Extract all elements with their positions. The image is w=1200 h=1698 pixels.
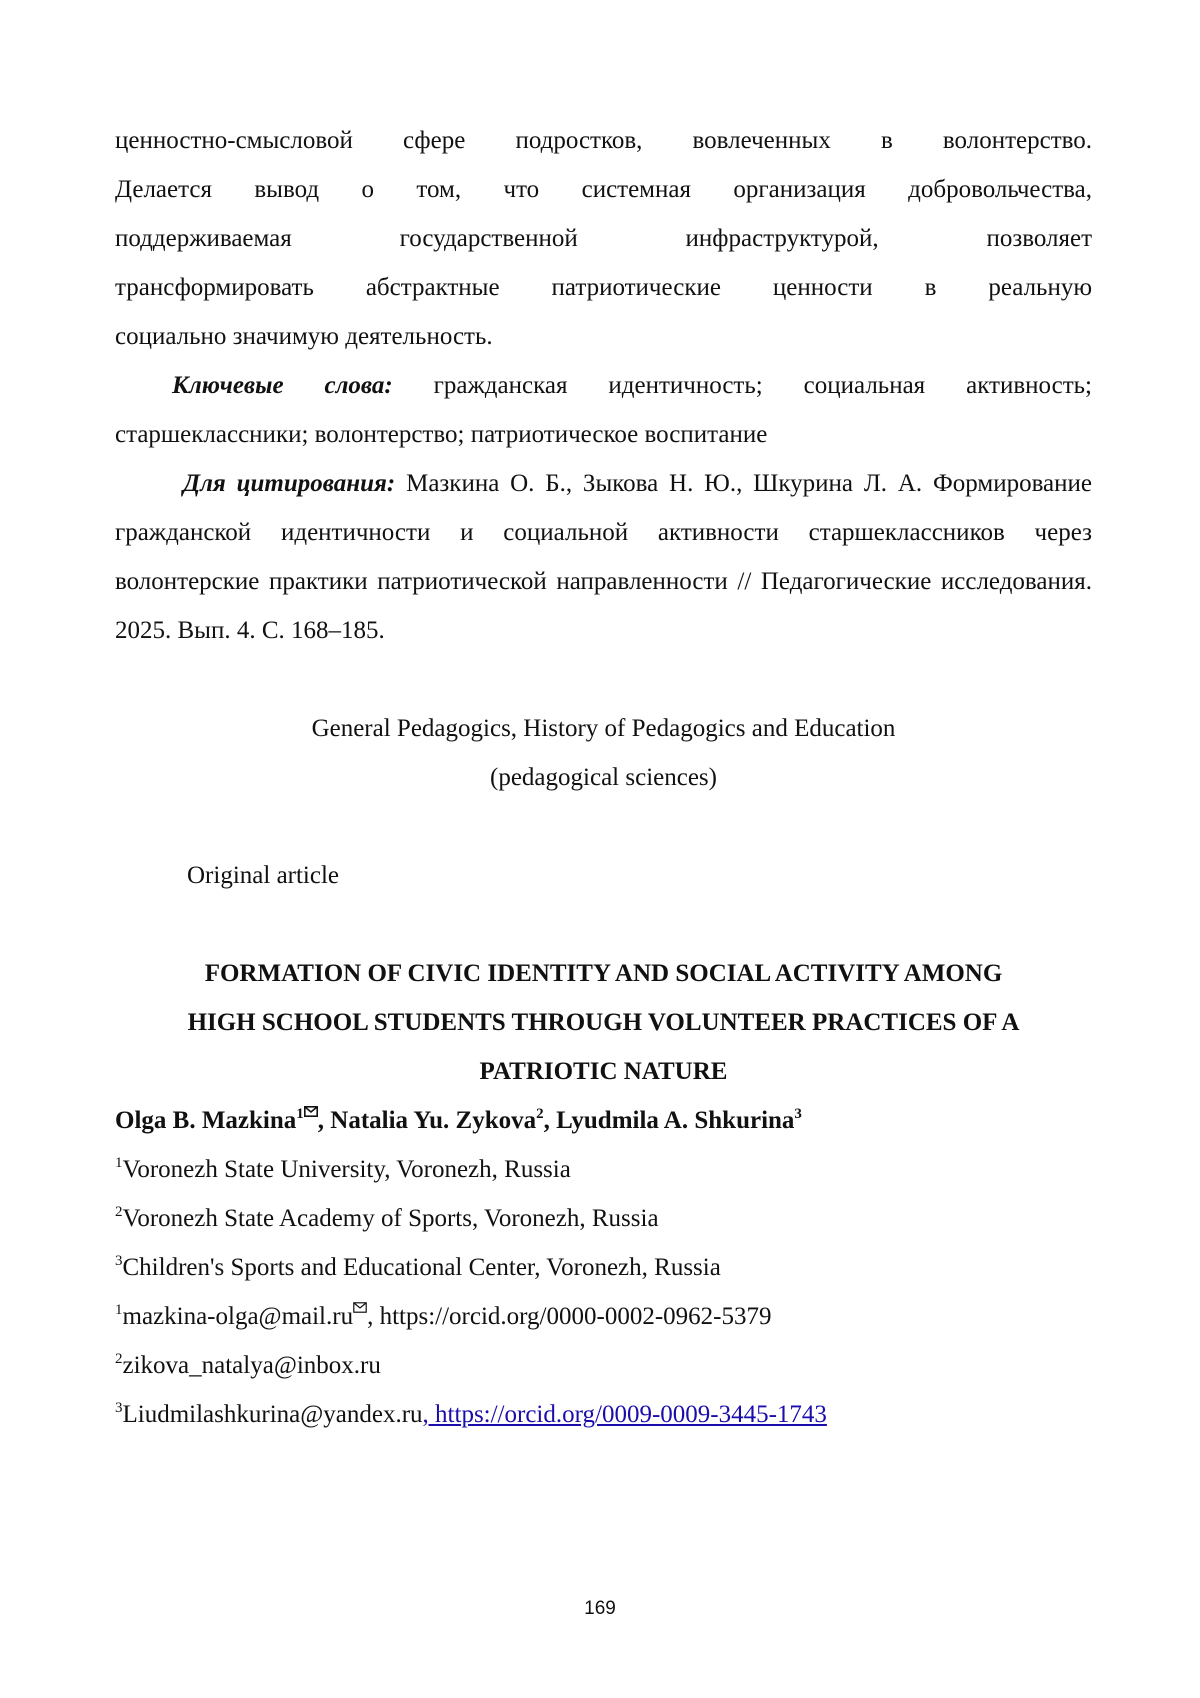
affiliation [115,1145,1092,1194]
page-number: 169 [584,1598,616,1619]
contact-line [115,1390,1092,1439]
abstract-line: ценностно-смысловой сфере подростков, вовлеченных в волонтерство. [115,127,1092,154]
affiliation-sup: 3 [115,1253,123,1269]
citation-label: Для цитирования: [183,470,396,497]
author-sup: 3 [794,1106,802,1122]
article-title [115,949,1092,1096]
orcid-link[interactable]: https://orcid.org/0009-0009-3445-1743 [435,1401,827,1428]
abstract-line: Делается вывод о том, что системная организация добровольчества, [115,176,1092,203]
citation-paragraph [115,459,1092,655]
envelope-icon [353,1300,367,1317]
abstract-line: трансформировать абстрактные патриотические ценности в реальную [115,274,1092,301]
contact-separator: , [422,1401,436,1428]
affiliation-text: Voronezh State University, Voronezh, Russia [122,1156,571,1183]
contact-line [115,1292,1092,1341]
affiliation-text: Voronezh State Academy of Sports, Voronezh, Russia [122,1205,659,1232]
contact-line [115,1341,1092,1390]
affiliation-text: Children's Sports and Educational Center, Voronezh, Russia [122,1254,721,1281]
author-sup: 2 [536,1106,544,1122]
author-sup: 1 [296,1106,304,1122]
author-name: Olga B. Mazkina [115,1107,297,1134]
contact-email[interactable]: mazkina-olga@mail.ru [122,1303,354,1330]
title-line: HIGH SCHOOL STUDENTS THROUGH VOLUNTEER PRACTICES OF A [187,1009,1020,1036]
abstract-line: поддерживаемая государственной инфраструктурой, позволяет [115,225,1092,252]
page-body [115,116,1092,1439]
article-type: Original article [187,862,340,889]
contact-sup: 2 [115,1351,123,1367]
orcid-link[interactable]: https://orcid.org/0000-0002-0962-5379 [379,1303,772,1330]
affiliation-sup: 2 [115,1204,123,1220]
keywords-text: гражданская идентичность; социальная активность; старшеклассники; волонтерство; патриотическое воспитание [115,372,1092,448]
affiliation-sup: 1 [115,1155,123,1171]
envelope-icon [304,1104,318,1121]
affiliation [115,1194,1092,1243]
author-list: Olga B. Mazkina$^1$ , Natalia Yu. Zykova$^2$, Lyudmila A. Shkurina$^3$ [115,1106,802,1134]
abstract-tail [115,116,1092,361]
keywords-paragraph [115,361,1092,459]
contact-sup: 1 [115,1302,123,1318]
contact-separator: , [367,1303,380,1330]
title-line: PATRIOTIC NATURE [479,1058,728,1085]
title-line: FORMATION OF CIVIC IDENTITY AND SOCIAL ACTIVITY AMONG [204,960,1003,987]
section-line: General Pedagogics, History of Pedagogics and Education [311,715,896,742]
contact-email[interactable]: Liudmilashkurina@yandex.ru [122,1401,423,1428]
author-name: Lyudmila A. Shkurina [556,1107,795,1134]
section-heading [115,704,1092,802]
author-name: Natalia Yu. Zykova [330,1107,537,1134]
contact-email[interactable]: zikova_natalya@inbox.ru [122,1352,381,1379]
affiliation [115,1243,1092,1292]
citation-text: Мазкина О. Б., Зыкова Н. Ю., Шкурина Л. А. Формирование гражданской идентичности и социальной активности старшеклассников через волонтерские практики патриотической направленности // Педагогические исследования. 2025. Вып. 4. С. 168–185. [115,470,1092,644]
keywords-label: Ключевые слова: [172,372,393,399]
abstract-line: социально значимую деятельность. [115,323,493,350]
section-line: (pedagogical sciences) [490,764,717,791]
contact-sup: 3 [115,1400,123,1416]
